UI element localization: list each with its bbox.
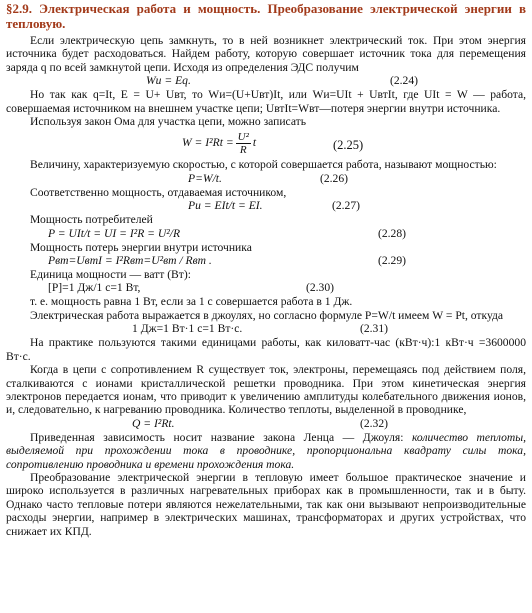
equation-number: (2.27) [332,199,361,213]
paragraph-power-def: Величину, характеризуемую скоростью, с которой совершается работа, называют мощностью: [30,158,497,172]
paragraph-kwh: На практике пользуются такими единицами работы, как киловатт-час (кВт·ч):1 кВт·ч =3600000 Вт·с. [6,336,526,363]
paragraph-intro: Если электрическую цепь замкнуть, то в ней возникнет электрический ток. При этом энергия источника будет расходоваться. Найдем работу, которую совершает источник тока для перемещения заряда q по всей замкнутой цепи. Исходя из определения ЭДС получим [6,34,526,74]
paragraph-joule: Электрическая работа выражается в джоулях, но согласно формуле P=W/t имеем W = Pt, откуда [30,308,504,322]
equation-2-30 [6,281,526,295]
equation-number: (2.24) [390,74,419,88]
paragraph-source-power: Соответственно мощность, отдаваемая источником, [30,185,287,199]
lenz-law-statement: количество теплоты, выделяемой при прохождении тока в проводнике, пропорциональна квадрату силы тока, сопротивлению проводника и времени прохождения тока. [6,430,526,471]
paragraph-watt: Единица мощности — ватт (Вт): [30,268,191,282]
equation-formula: Wи = Eq. [146,74,191,88]
equation-number: (2.26) [320,171,349,185]
equation-number: (2.29) [378,254,407,268]
equation-2-24 [6,74,526,88]
equation-formula: P=W/t. [188,171,222,185]
paragraph-work-split: Но так как q=It, E = U+ Uвт, то Wи=(U+Uвт)It, или Wи=UIt + UвтIt, где UIt = W — работа, совершаемая источником на внешнем участке цепи; UвтIt=Wвт—потеря энергии внутри источника. [6,88,526,115]
paragraph-lenz-joule [6,431,526,471]
equation-2-29 [6,254,526,268]
equation-number: (2.32) [360,416,389,430]
equation-2-26 [6,172,526,186]
equation-formula: [P]=1 Дж/1 с=1 Вт, [48,281,141,295]
equation-2-25 [6,128,526,158]
paragraph-loss-power: Мощность потерь энергии внутри источника [30,240,252,254]
equation-formula: 1 Дж=1 Вт·1 с=1 Вт·с. [132,322,243,336]
equation-formula: W = I²Rt = $\frac{\text{U²}}{R}$ t [182,131,257,157]
paragraph-consumer-power: Мощность потребителей [30,213,153,227]
equation-formula: Q = I²Rt. [132,416,175,430]
equation-number: (2.28) [378,226,407,240]
equation-number: (2.31) [360,322,389,336]
lenz-intro: Приведенная зависимость носит название закона Ленца — Джоуля: [30,430,412,444]
paragraph-ohm: Используя закон Ома для участка цепи, можно записать [30,115,307,129]
equation-2-32 [6,417,526,431]
fraction: $\frac{\text{U²}}{R}$ [237,131,249,157]
document-page [0,1,532,613]
equation-formula: Pвт=UвтI = I²Rвт=U²вт / Rвт . [48,254,212,268]
equation-number: (2.30) [306,281,335,295]
equation-number: (2.25) [333,138,364,153]
equation-formula: Pи = EIt/t = EI. [188,199,263,213]
equation-2-27 [6,199,526,213]
equation-formula: P = UIt/t = UI = I²R = U²/R [48,226,181,240]
paragraph-watt-explain: т. е. мощность равна 1 Вт, если за 1 с совершается работа в 1 Дж. [30,295,353,309]
paragraph-conversion: Преобразование электрической энергии в тепловую имеет большое практическое значение и широко используется в различных нагревательных приборах как в промышленности, так и в быту. Однако часто тепловые потери являются нежелательными, так как они вызывают непроизводительные расходы энергии, например в электрических машинах, трансформаторах и других устройствах, что снижает их КПД. [6,470,526,538]
paragraph-heating: Когда в цепи с сопротивлением R существует ток, электроны, перемещаясь под действием поля, сталкиваются с ионами кристаллической решетки проводника. При этом кинетическая энергия электронов передается ионам, что приводит к увеличению амплитуды колебательного движения ионов, и, следовательно, к нагреванию проводника. Количество теплоты, выделенной в проводнике, [6,363,526,417]
section-title: §2.9. Электрическая работа и мощность. Преобразование электрической энергии в тепловую. [6,1,526,31]
equation-2-31 [6,322,526,336]
equation-2-28 [6,227,526,241]
